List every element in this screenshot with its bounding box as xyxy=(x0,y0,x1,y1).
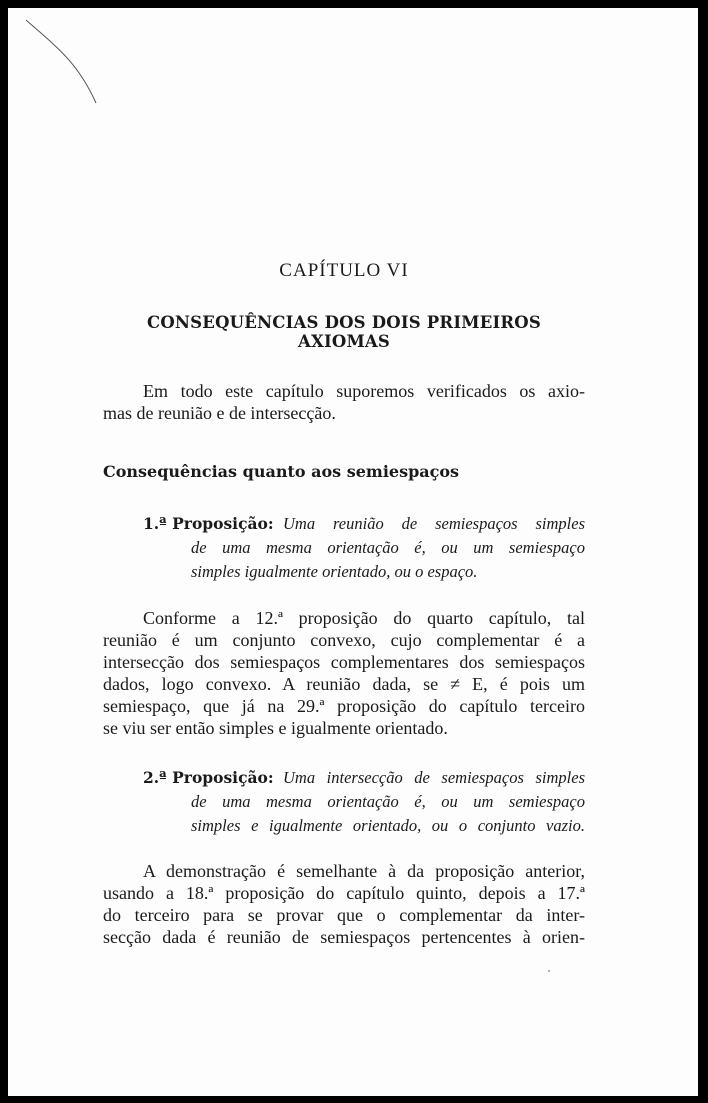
proposition-2-label: 2.ª Proposição: xyxy=(143,768,274,787)
scan-artifact-line xyxy=(8,8,168,168)
proof-line: usando a 18.ª proposição do capítulo quinto, depois a 17.ª xyxy=(103,883,585,903)
statement-line: simples igualmente orientado, ou o espaço. xyxy=(191,562,478,581)
proposition-1-statement xyxy=(191,512,585,584)
proposition-2-proof xyxy=(103,860,585,948)
proof-line: dados, logo convexo. A reunião dada, se ≠ E, é pois um xyxy=(103,674,585,694)
statement-line: Uma reunião de semiespaços simples xyxy=(283,514,585,533)
proof-line: do terceiro para se provar que o complementar da inter- xyxy=(103,905,585,925)
statement-line: Uma intersecção de semiespaços simples xyxy=(283,768,585,787)
proof-line: se viu ser então simples e igualmente orientado. xyxy=(103,718,448,738)
statement-line: simples e igualmente orientado, ou o conjunto vazio. xyxy=(191,816,585,835)
proposition-2-statement xyxy=(191,766,585,838)
section-subheading: Consequências quanto aos semiespaços xyxy=(103,462,460,481)
chapter-title: CONSEQUÊNCIAS DOS DOIS PRIMEIROS AXIOMAS xyxy=(146,313,541,351)
ink-speck xyxy=(548,970,550,972)
proof-line: A demonstração é semelhante à da proposição anterior, xyxy=(143,861,585,881)
intro-line: Em todo este capítulo suporemos verificados os axio- xyxy=(143,381,585,401)
statement-line: de uma mesma orientação é, ou um semiespaço xyxy=(191,538,585,557)
proposition-1-label: 1.ª Proposição: xyxy=(143,514,274,533)
intro-paragraph xyxy=(103,380,585,424)
statement-line: de uma mesma orientação é, ou um semiespaço xyxy=(191,792,585,811)
proof-line: reunião é um conjunto convexo, cujo complementar é a xyxy=(103,630,585,650)
intro-line: mas de reunião e de intersecção. xyxy=(103,403,336,423)
proof-line: secção dada é reunião de semiespaços pertencentes à orien- xyxy=(103,927,585,947)
chapter-heading: CAPÍTULO VI xyxy=(279,260,409,281)
proof-line: Conforme a 12.ª proposição do quarto capítulo, tal xyxy=(143,608,585,628)
proof-line: intersecção dos semiespaços complementares dos semiespaços xyxy=(103,652,585,672)
proposition-1-proof xyxy=(103,607,585,739)
book-page xyxy=(8,8,698,1096)
proof-line: semiespaço, que já na 29.ª proposição do capítulo terceiro xyxy=(103,696,585,716)
